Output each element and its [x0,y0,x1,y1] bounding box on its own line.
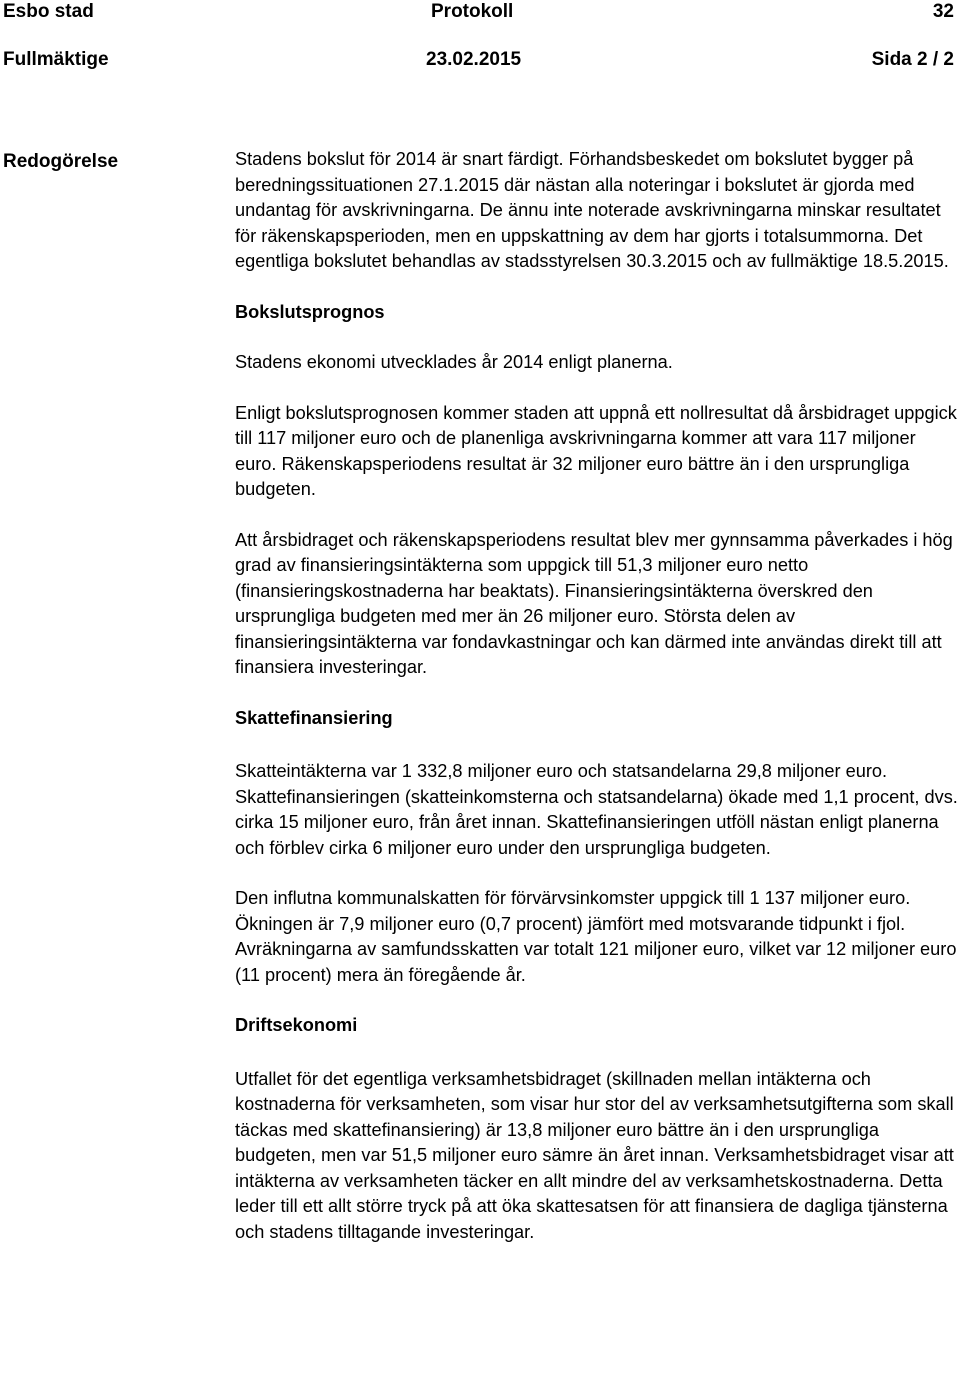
bokslutsprognos-p3: Att årsbidraget och räkenskapsperiodens resultat blev mer gynnsamma påverkades i hög grad av finansieringsintäkterna som uppgick till 51,3 miljoner euro netto (finansieringskostnaderna har beaktats). Finansieringsintäkterna överskred den ursprungliga budgeten med mer än 26 miljoner euro. Största delen av finansieringsintäkterna var fondavkastningar och kan därmed inte användas direkt till att finansiera investeringar. [235,529,953,677]
skattefinansiering-p1: Skatteintäkterna var 1 332,8 miljoner euro och statsandelarna 29,8 miljoner euro. Skattefinansieringen (skatteinkomsterna och statsandelarna) ökade med 1,1 procent, dvs. cirka 15 miljoner euro, från året innan. Skattefinansieringen utföll nästan enligt planerna och förblev cirka 6 miljoner euro under den ursprungliga budgeten. [235,761,958,858]
skattefinansiering-p2: Den influtna kommunalskatten för förvärvsinkomster uppgick till 1 137 miljoner euro. Ökningen är 7,9 miljoner euro (0,7 procent) jämfört med motsvarande tidpunkt i fjol. Avräkningarna av samfundsskatten var totalt 121 miljoner euro, vilket var 12 miljoner euro (11 procent) mera än föregående år. [235,888,957,985]
header-body: Fullmäktige [3,49,109,70]
header-page: Sida 2 / 2 [871,49,954,70]
bokslutsprognos-p1: Stadens ekonomi utvecklades år 2014 enligt planerna. [235,352,673,372]
header-date: 23.02.2015 [426,49,522,70]
header-doc-type: Protokoll [431,1,514,22]
heading-driftsekonomi: Driftsekonomi [235,1015,358,1035]
document-body [235,147,960,1245]
bokslutsprognos-p2: Enligt bokslutsprognosen kommer staden att uppnå ett nollresultat då årsbidraget uppgick till 117 miljoner euro och de planenliga avskrivningarna kommer att vara 117 miljoner euro. Räkenskapsperiodens resultat är 32 miljoner euro bättre än i den ursprungliga budgeten. [235,402,957,499]
intro-paragraph: Stadens bokslut för 2014 är snart färdigt. Förhandsbeskedet om bokslutet bygger på beredningssituationen 27.1.2015 där nästan alla noteringar i bokslutet är gjorda med undantag för avskrivningarna. De ännu inte noterade avskrivningarna minskar resultatet för räkenskapsperioden, men en uppskattning av dem har gjorts i totalsummorna. Det egentliga bokslutet behandlas av stadsstyrelsen 30.3.2015 och av fullmäktige 18.5.2015. [235,149,949,271]
header-org: Esbo stad [3,1,94,22]
heading-bokslutsprognos: Bokslutsprognos [235,301,385,322]
heading-skattefinansiering: Skattefinansiering [235,707,393,728]
driftsekonomi-p1: Utfallet för det egentliga verksamhetsbidraget (skillnaden mellan intäkterna och kostnaderna för verksamheten, som visar hur stor del av verksamhetsutgifterna som skall täckas med skattefinansiering) är 13,8 miljoner euro bättre än i den ursprungliga budgeten, men var 51,5 miljoner euro sämre än året innan. Verksamhetsbidraget visar att intäkterna av verksamheten täcker en allt mindre del av verksamhetskostnaderna. Detta leder till ett allt större tryck på att öka skattesatsen för att finansiera de dagliga tjänsterna och stadens tilltagande investeringar. [235,1068,954,1242]
header-number: 32 [932,1,954,22]
section-label: Redogörelse [3,151,119,172]
